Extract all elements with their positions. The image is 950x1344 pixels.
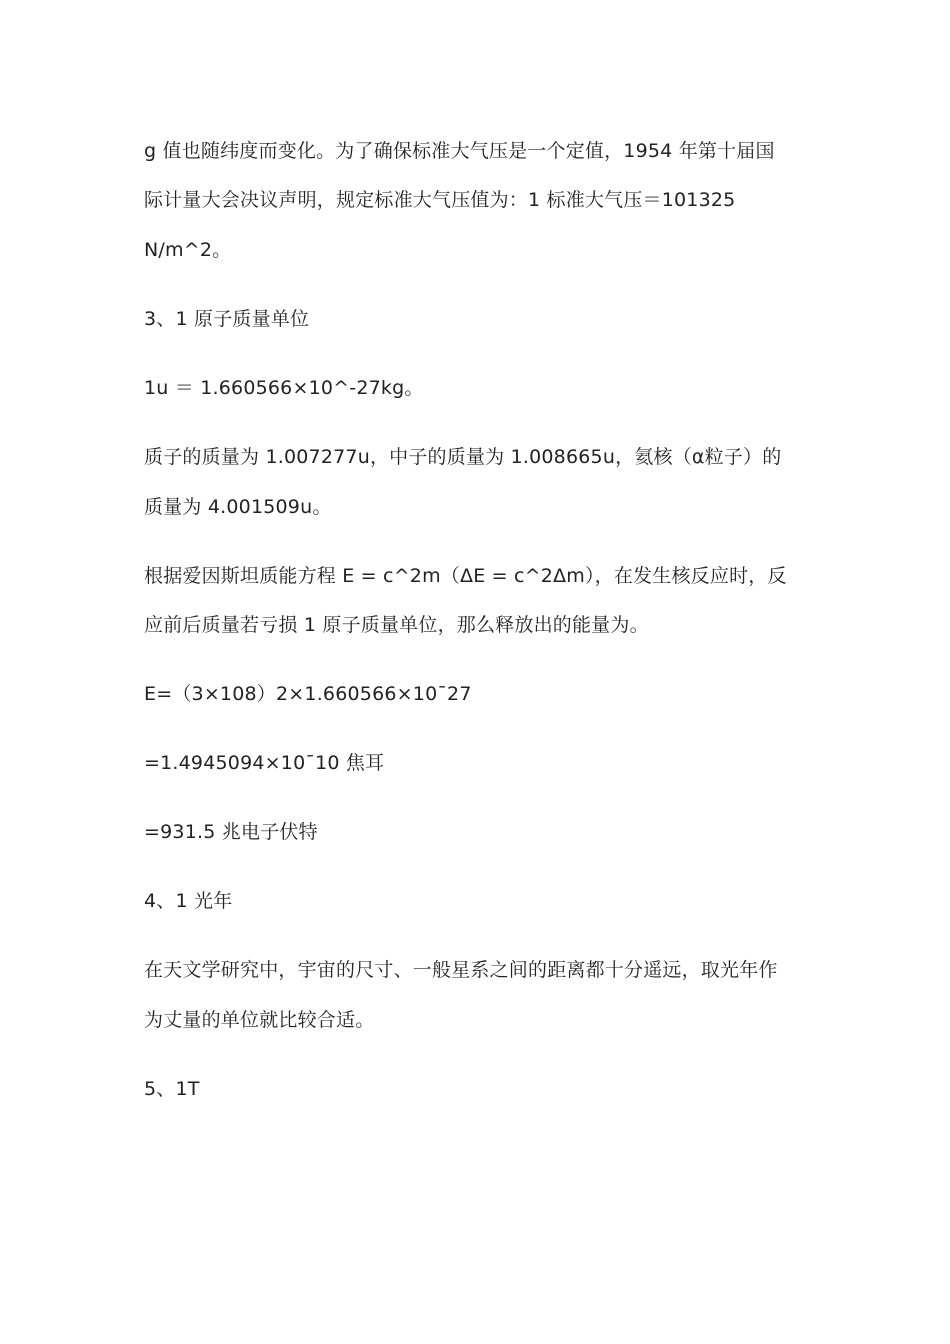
einstein-paragraph-line-1: 根据爱因斯坦质能方程 E = c^2m（ΔE = c^2Δm），在发生核反应时，反	[144, 565, 787, 587]
masses-paragraph-line-1: 质子的质量为 1.007277u，中子的质量为 1.008665u，氦核（α粒子）的	[144, 446, 782, 468]
section-4-heading: 4、1 光年	[144, 890, 233, 912]
section-3-heading: 3、1 原子质量单位	[144, 308, 310, 330]
pressure-paragraph-line-2: 际计量大会决议声明，规定标准大气压值为：1 标准大气压＝101325	[144, 189, 736, 211]
pressure-paragraph-line-3: N/m^2。	[144, 239, 232, 261]
pressure-paragraph-line-1: g 值也随纬度而变化。为了确保标准大气压是一个定值，1954 年第十届国	[144, 140, 775, 162]
einstein-paragraph-line-2: 应前后质量若亏损 1 原子质量单位，那么释放出的能量为。	[144, 614, 649, 636]
equation-line-1: E=（3×108）2×1.660566×10¯27	[144, 683, 472, 705]
light-year-paragraph-line-1: 在天文学研究中，宇宙的尺寸、一般星系之间的距离都十分遥远，取光年作	[144, 959, 778, 981]
light-year-paragraph-line-2: 为丈量的单位就比较合适。	[144, 1009, 375, 1031]
section-5-heading: 5、1T	[144, 1078, 200, 1100]
masses-paragraph-line-2: 质量为 4.001509u。	[144, 496, 332, 518]
amu-definition: 1u ＝ 1.660566×10^-27kg。	[144, 377, 424, 399]
equation-line-3: =931.5 兆电子伏特	[144, 821, 318, 843]
equation-line-2: =1.4945094×10¯10 焦耳	[144, 752, 385, 774]
